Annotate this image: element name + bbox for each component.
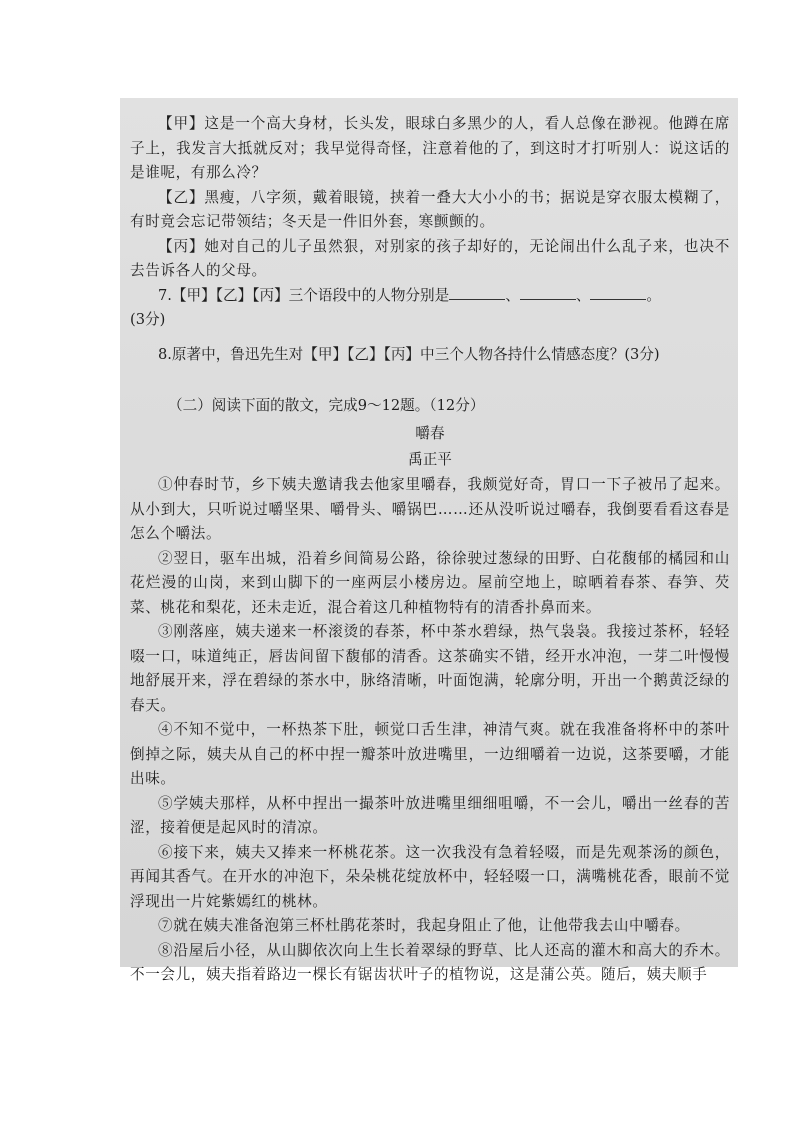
separator: 、: [505, 286, 520, 304]
answer-blank-2[interactable]: [520, 285, 576, 300]
essay-paragraph-2: ②翌日，驱车出城，沿着乡间简易公路，徐徐驶过葱绿的田野、白花馥郁的橘园和山花烂漫的山岗，来到山脚下的一座两层小楼房边。屋前空地上，晾晒着春茶、春笋、芡菜、桃花和梨花，还未走近，混合着这几种植物特有的清香扑鼻而来。: [130, 549, 730, 616]
essay-paragraph-5: ⑤学姨夫那样，从杯中捏出一撮茶叶放进嘴里细细咀嚼，不一会儿，嚼出一丝春的苦涩，接着便是起风时的清凉。: [130, 794, 730, 836]
separator: 、: [575, 286, 591, 304]
essay-paragraph-7: ⑦就在姨夫准备泡第三杯杜鹃花茶时，我起身阻止了他，让他带我去山中嚼春。: [158, 917, 690, 934]
passage-bing: 【丙】她对自己的儿子虽然狠，对别家的孩子却好的，无论闹出什么乱子来，也决不去告诉各人的父母。: [130, 237, 730, 279]
essay-paragraph-1: ①仲春时节，乡下姨夫邀请我去他家里嚼春，我颇觉好奇，胃口一下子被吊了起来。从小到大，只听说过嚼坚果、嚼骨头、嚼锅巴……还从没听说过嚼春，我倒要看看这春是怎么个嚼法。: [130, 476, 730, 542]
question-7-score: (3分): [130, 311, 166, 328]
question-7: [130, 284, 730, 333]
essay-author: 禹正平: [408, 451, 452, 468]
answer-blank-3[interactable]: [590, 285, 646, 300]
page-content: [130, 112, 730, 988]
essay-paragraph-6: ⑥接下来，姨夫又捧来一杯桃花茶。这一次我没有急着轻啜，而是先观茶汤的颜色，再闻其香气。在开水的冲泡下，朵朵桃花绽放杯中，轻轻啜一口，满嘴桃花香，眼前不觉浮现出一片姹紫嫣红的桃林。: [130, 843, 730, 910]
answer-blank-1[interactable]: [449, 285, 505, 300]
passage-jia: 【甲】这是一个高大身材，长头发，眼球白多黑少的人，看人总像在渺视。他蹲在席子上，我发言大抵就反对；我早觉得奇怪，注意着他的了，到这时才打听别人：说这话的是谁呢，有那么冷？: [130, 115, 730, 181]
essay-paragraph-4: ④不知不觉中，一杯热茶下肚，顿觉口舌生津，神清气爽。就在我准备将杯中的茶叶倒掉之际，姨夫从自己的杯中捏一瓣茶叶放进嘴里，一边细嚼着一边说，这茶要嚼，才能出味。: [130, 721, 730, 787]
essay-title: 嚼春: [415, 425, 445, 442]
section-2-heading: （二）阅读下面的散文，完成9～12题。（12分）: [168, 397, 485, 414]
question-7-text: 7.【甲】【乙】【丙】三个语段中的人物分别是: [158, 286, 450, 304]
essay-paragraph-8: ⑧沿屋后小径，从山脚依次向上生长着翠绿的野草、比人还高的灌木和高大的乔木。不一会儿，姨夫指着路边一棵长有锯齿状叶子的植物说，这是蒲公英。随后，姨夫顺手: [130, 941, 730, 983]
question-8: 8.原著中，鲁迅先生对【甲】【乙】【丙】中三个人物各持什么情感态度？(3分): [158, 345, 660, 363]
period: 。: [646, 286, 662, 304]
photographed-page: [120, 98, 738, 983]
essay-paragraph-3: ③刚落座，姨夫递来一杯滚烫的春茶，杯中茶水碧绿，热气袅袅。我接过茶杯，轻轻啜一口，味道纯正，唇齿间留下馥郁的清香。这茶确实不错，经开水冲泡，一芽二叶慢慢地舒展开来，浮在碧绿的茶水中，脉络清晰，叶面饱满，轮廓分明，开出一个鹅黄泛绿的春天。: [130, 623, 730, 714]
passage-yi: 【乙】黑瘦，八字须，戴着眼镜，挟着一叠大大小小的书；据说是穿衣服太模糊了，有时竟会忘记带领结；冬天是一件旧外套，寒颤颤的。: [130, 188, 730, 230]
